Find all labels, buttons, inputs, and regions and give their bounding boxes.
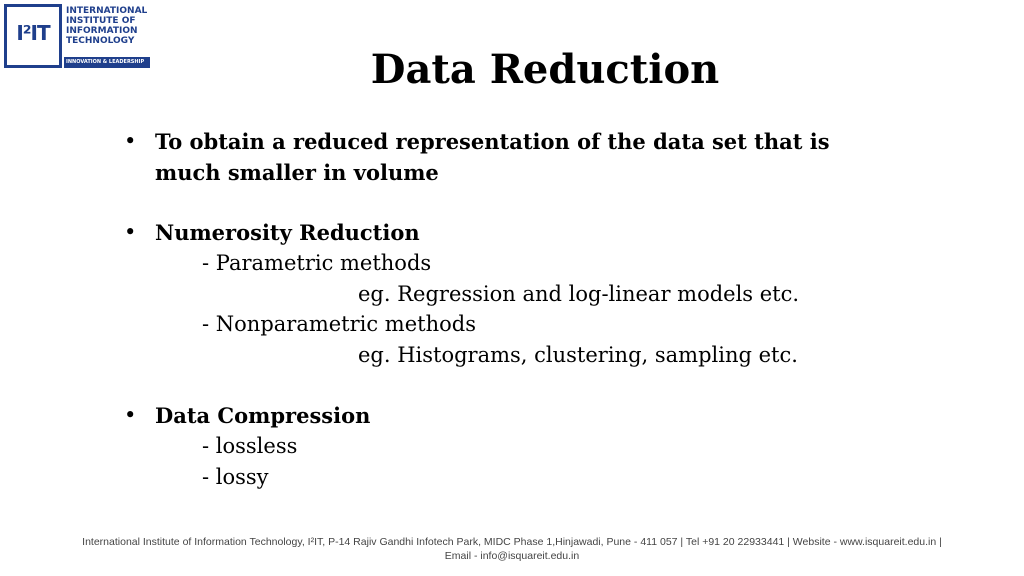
footer [0,535,1024,563]
sub-item: - Nonparametric methods [202,312,476,336]
institute-logo [0,0,152,72]
sub-item: - Parametric methods [202,251,432,275]
bullet-line: To obtain a reduced representation of the data set that is [155,129,830,154]
bullet-marker: • [124,129,137,153]
logo-name-line: INSTITUTE OF [66,16,136,26]
logo-name-line: INFORMATION [66,26,138,36]
footer-email: Email - info@isquareit.edu.in [444,550,580,562]
sub-example: eg. Histograms, clustering, sampling etc. [358,343,798,367]
bullet-line: much smaller in volume [155,160,439,185]
sub-item: - lossless [202,434,298,458]
sub-example: eg. Regression and log-linear models etc. [358,282,800,306]
logo-mark-text: I²IT [16,21,50,45]
bullet-marker: • [124,403,137,427]
bullet-heading: Numerosity Reduction [155,220,420,245]
logo-tagline: INNOVATION & LEADERSHIP [64,57,150,68]
bullet-heading: Data Compression [155,403,371,428]
sub-item: - lossy [202,465,269,489]
bullet-marker: • [124,220,137,244]
logo-name-line: TECHNOLOGY [66,36,135,46]
logo-name [66,6,152,46]
slide-title: Data Reduction [370,46,720,93]
logo-name-line: INTERNATIONAL [66,6,148,16]
bullet-text [155,126,830,188]
logo-mark [4,4,62,68]
footer-address: International Institute of Information Technology, I²IT, P-14 Rajiv Gandhi Infotech Park, MIDC Phase 1,Hinjawadi, Pune - 411 057 | Tel +91 20 22933441 | Website - www.isquareit.edu.in | [82,536,942,548]
